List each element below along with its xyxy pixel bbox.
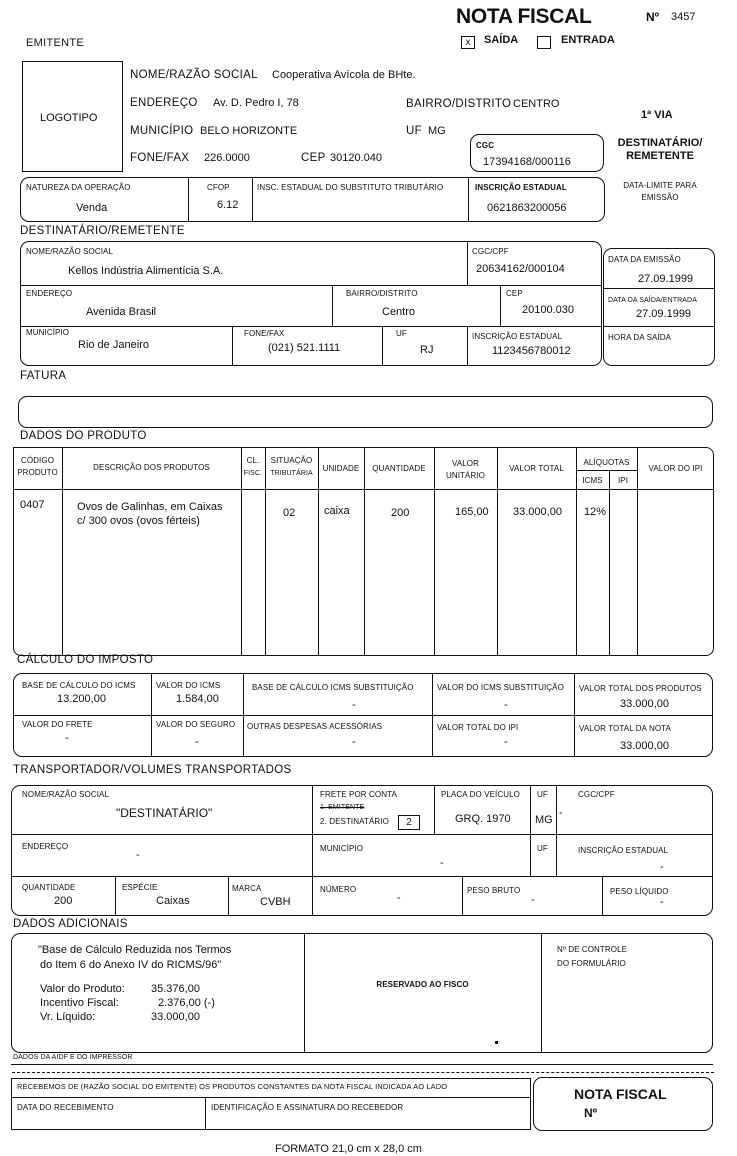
incentivo: 2.376,00 (-) — [158, 997, 215, 1009]
valor-subst-label: VALOR DO ICMS SUBSTITUIÇÃO — [437, 683, 564, 692]
emit-cgc-box — [470, 134, 604, 172]
transp-nome: "DESTINATÁRIO" — [116, 806, 213, 820]
dest-fone-label: FONE/FAX — [244, 329, 285, 338]
peso-bruto: - — [531, 894, 535, 906]
emit-cgc: 17394168/000116 — [483, 156, 571, 168]
frete-opt1: 1. EMITENTE — [320, 804, 365, 811]
quantidade-label: QUANTIDADE — [22, 883, 76, 892]
fatura-section: FATURA — [20, 370, 67, 382]
canhoto-nf-title: NOTA FISCAL — [574, 1086, 667, 1102]
nota-fiscal-title: NOTA FISCAL — [456, 5, 592, 28]
total-nota-label: VALOR TOTAL DA NOTA — [579, 724, 671, 733]
reservado-fisco: RESERVADO AO FISCO — [376, 980, 469, 989]
valor-produto: 35.376,00 — [151, 983, 200, 995]
dest-nome-label: NOME/RAZÃO SOCIAL — [26, 247, 114, 256]
emit-endereco-label: ENDEREÇO — [130, 97, 198, 109]
item-unidade: caixa — [324, 505, 350, 517]
emit-endereco: Av. D. Pedro I, 78 — [213, 97, 299, 109]
h-aliquotas: ALÍQUOTAS — [583, 458, 630, 467]
valor-icms: 1.584,00 — [176, 693, 219, 705]
transp-endereco: - — [136, 849, 140, 861]
transp-municipio-label: MUNICÍPIO — [320, 844, 364, 853]
dest-insc: 1123456780012 — [492, 345, 571, 357]
h-valor-unit-2: UNITÁRIO — [445, 471, 486, 480]
data-emissao-label: DATA DA EMISSÃO — [608, 255, 681, 264]
emit-uf-label: UF — [406, 125, 422, 137]
dest-cgc-label: CGC/CPF — [472, 247, 509, 256]
ident-label: IDENTIFICAÇÃO E ASSINATURA DO RECEBEDOR — [211, 1103, 404, 1112]
emit-uf: MG — [428, 125, 446, 137]
item-descricao-1: Ovos de Galinhas, em Caixas — [77, 501, 223, 513]
via-label: 1ª VIA — [641, 109, 673, 121]
transp-cgc-label: CGC/CPF — [578, 790, 615, 799]
formato-footer: FORMATO 21,0 cm x 28,0 cm — [275, 1143, 422, 1155]
seguro-label: VALOR DO SEGURO — [156, 720, 236, 729]
dest-insc-label: INSCRIÇÃO ESTADUAL — [472, 332, 563, 341]
frete-value: 2 — [406, 817, 412, 828]
frete: - — [65, 732, 69, 744]
data-emissao: 27.09.1999 — [638, 273, 694, 285]
saida-checkbox[interactable] — [461, 36, 475, 49]
emit-insc-label: INSCRIÇÃO ESTADUAL — [475, 183, 567, 192]
liquido: 33.000,00 — [151, 1011, 200, 1023]
transp-municipio: - — [440, 857, 444, 869]
item-quantidade: 200 — [391, 507, 410, 519]
item-descricao-2: c/ 300 ovos (ovos férteis) — [77, 515, 200, 527]
item-valor-unit: 165,00 — [455, 506, 489, 518]
total-nota: 33.000,00 — [620, 740, 669, 752]
emit-fone: 226.0000 — [204, 152, 250, 164]
h-descricao: DESCRIÇÃO DOS PRODUTOS — [93, 463, 210, 472]
peso-bruto-label: PESO BRUTO — [467, 886, 521, 895]
base-subst-label: BASE DE CÁLCULO ICMS SUBSTITUIÇÃO — [252, 683, 414, 692]
numero-label: NÚMERO — [320, 885, 357, 894]
destinatario-section: DESTINATÁRIO/REMETENTE — [20, 225, 185, 237]
numero: - — [397, 892, 401, 904]
h-cl-1: CL. — [246, 456, 260, 465]
h-situacao-1: SITUAÇÃO — [270, 456, 313, 465]
item-situacao: 02 — [283, 507, 296, 519]
valor-subst: - — [504, 699, 508, 711]
total-ipi: - — [504, 736, 508, 748]
outras: - — [352, 736, 356, 748]
marca: CVBH — [260, 896, 291, 908]
transp-insc-label: INSCRIÇÃO ESTADUAL — [578, 846, 669, 855]
dest-rem-2: REMETENTE — [626, 150, 694, 162]
canhoto-nf-num-label: Nº — [584, 1106, 598, 1120]
frete-opt2: 2. DESTINATÁRIO — [320, 817, 389, 826]
data-limite-1: DATA-LIMITE PARA — [623, 181, 697, 190]
frete-value-box[interactable] — [398, 815, 420, 830]
valor-icms-label: VALOR DO ICMS — [156, 681, 221, 690]
emit-bairro: CENTRO — [513, 98, 560, 110]
h-codigo-1: CÓDIGO — [20, 456, 55, 465]
transp-insc: - — [660, 861, 664, 873]
dest-endereco: Avenida Brasil — [86, 306, 157, 318]
transp-uf2-label: UF — [537, 844, 548, 853]
datas-box — [603, 248, 715, 366]
transp-uf-label: UF — [537, 790, 548, 799]
data-recebimento-label: DATA DO RECEBIMENTO — [17, 1103, 114, 1112]
emit-fone-label: FONE/FAX — [130, 152, 190, 164]
h-ipi: IPI — [617, 476, 629, 485]
liquido-label: Vr. Líquido: — [40, 1011, 96, 1023]
emit-insc: 0621863200056 — [487, 202, 567, 214]
fatura-box — [18, 396, 713, 428]
emit-nome-label: NOME/RAZÃO SOCIAL — [130, 69, 258, 81]
data-limite-2: EMISSÃO — [641, 193, 679, 202]
emit-nome: Cooperativa Avícola de BHte. — [272, 69, 416, 81]
h-unidade: UNIDADE — [322, 464, 360, 473]
dest-bairro: Centro — [382, 306, 416, 318]
adic-line1: "Base de Cálculo Reduzida nos Termos — [38, 944, 232, 956]
emit-cep: 30120.040 — [330, 152, 382, 164]
base-subst: - — [352, 699, 356, 711]
dest-endereco-label: ENDEREÇO — [26, 289, 73, 298]
logo-text: LOGOTIPO — [40, 112, 98, 124]
controle-1: Nº DE CONTROLE — [557, 945, 628, 954]
especie: Caixas — [156, 895, 190, 907]
dest-cep-label: CEP — [506, 289, 523, 298]
placa-label: PLACA DO VEÍCULO — [441, 790, 520, 799]
recebemos-text: RECEBEMOS DE (RAZÃO SOCIAL DO EMITENTE) OS PRODUTOS CONSTANTES DA NOTA FISCAL INDICADA AO LADO — [17, 1082, 448, 1091]
base-icms: 13.200,00 — [57, 693, 106, 705]
outras-label: OUTRAS DESPESAS ACESSÓRIAS — [247, 722, 383, 731]
logo-box — [22, 61, 123, 172]
item-codigo: 0407 — [20, 499, 45, 511]
aidf-label: DADOS DA AIDF E DO IMPRESSOR — [13, 1054, 133, 1061]
h-valor-total: VALOR TOTAL — [509, 464, 564, 473]
transp-uf: MG — [535, 814, 553, 826]
data-saida: 27.09.1999 — [636, 308, 692, 320]
h-cl-2: FISC. — [243, 470, 263, 477]
number-label: Nº — [646, 10, 660, 24]
transp-nome-label: NOME/RAZÃO SOCIAL — [22, 790, 110, 799]
transportador-section: TRANSPORTADOR/VOLUMES TRANSPORTADOS — [13, 764, 292, 776]
peso-liquido: - — [660, 896, 664, 908]
marca-label: MARCA — [232, 884, 262, 893]
item-valor-total: 33.000,00 — [513, 506, 562, 518]
saida-label: SAÍDA — [484, 34, 519, 46]
dest-fone: (021) 521.1111 — [268, 342, 341, 354]
dest-cep: 20100.030 — [522, 304, 574, 316]
entrada-label: ENTRADA — [561, 34, 615, 46]
h-valor-unit-1: VALOR — [451, 459, 480, 468]
frete-label: VALOR DO FRETE — [22, 720, 93, 729]
dest-cgc: 20634162/000104 — [476, 263, 565, 275]
emit-cgc-label: CGC — [476, 141, 495, 150]
emit-bairro-label: BAIRRO/DISTRITO — [406, 98, 512, 110]
quantidade: 200 — [54, 895, 73, 907]
imposto-section: CÁLCULO DO IMPOSTO — [17, 654, 154, 666]
h-situacao-2: TRIBUTÁRIA — [270, 470, 313, 477]
total-produtos: 33.000,00 — [620, 698, 669, 710]
especie-label: ESPÉCIE — [122, 883, 158, 892]
emit-cep-label: CEP — [301, 152, 326, 164]
seguro: - — [195, 736, 199, 748]
hora-saida-label: HORA DA SAÍDA — [608, 333, 672, 342]
valor-produto-label: Valor do Produto: — [40, 983, 125, 995]
nota-number: 3457 — [671, 11, 696, 23]
saida-mark: x — [465, 37, 471, 48]
insc-subst-label: INSC. ESTADUAL DO SUBSTITUTO TRIBUTÁRIO — [257, 183, 444, 192]
cfop-label: CFOP — [207, 183, 230, 192]
incentivo-label: Incentivo Fiscal: — [40, 997, 119, 1009]
adicionais-section: DADOS ADICIONAIS — [13, 918, 128, 930]
produto-section: DADOS DO PRODUTO — [20, 430, 147, 442]
emit-municipio: BELO HORIZONTE — [200, 125, 298, 137]
h-quantidade: QUANTIDADE — [372, 464, 426, 473]
total-ipi-label: VALOR TOTAL DO IPI — [437, 723, 519, 732]
dest-uf-label: UF — [396, 329, 407, 338]
item-icms: 12% — [584, 506, 607, 518]
peso-liquido-label: PESO LÍQUIDO — [610, 887, 669, 896]
cfop: 6.12 — [217, 199, 239, 211]
cut-line — [12, 1072, 714, 1073]
dest-bairro-label: BAIRRO/DISTRITO — [346, 289, 418, 298]
base-icms-label: BASE DE CÁLCULO DO ICMS — [22, 681, 136, 690]
frete-conta-label: FRETE POR CONTA — [320, 790, 397, 799]
dest-nome: Kellos Indústria Alimentícia S.A. — [68, 265, 224, 277]
adic-line2: do Item 6 do Anexo IV do RICMS/96" — [40, 959, 222, 971]
h-codigo-2: PRODUTO — [17, 468, 58, 477]
natureza-label: NATUREZA DA OPERAÇÃO — [26, 183, 131, 192]
controle-2: DO FORMULÁRIO — [557, 959, 626, 968]
natureza: Venda — [76, 202, 108, 214]
dest-municipio: Rio de Janeiro — [78, 339, 149, 351]
placa: GRQ. 1970 — [455, 813, 511, 825]
dest-uf: RJ — [420, 344, 434, 356]
emit-municipio-label: MUNICÍPIO — [130, 125, 194, 137]
emitente-label: EMITENTE — [26, 37, 85, 49]
h-icms: ICMS — [582, 476, 603, 485]
transp-endereco-label: ENDEREÇO — [22, 842, 69, 851]
fisco-dot — [495, 1041, 498, 1044]
transp-cgc: - — [559, 807, 563, 819]
dest-municipio-label: MUNICÍPIO — [26, 328, 70, 337]
dest-rem-1: DESTINATÁRIO/ — [617, 137, 703, 149]
entrada-checkbox[interactable] — [537, 36, 551, 49]
data-saida-label: DATA DA SAÍDA/ENTRADA — [608, 297, 697, 304]
h-valor-ipi: VALOR DO IPI — [648, 464, 703, 473]
total-produtos-label: VALOR TOTAL DOS PRODUTOS — [579, 684, 702, 693]
